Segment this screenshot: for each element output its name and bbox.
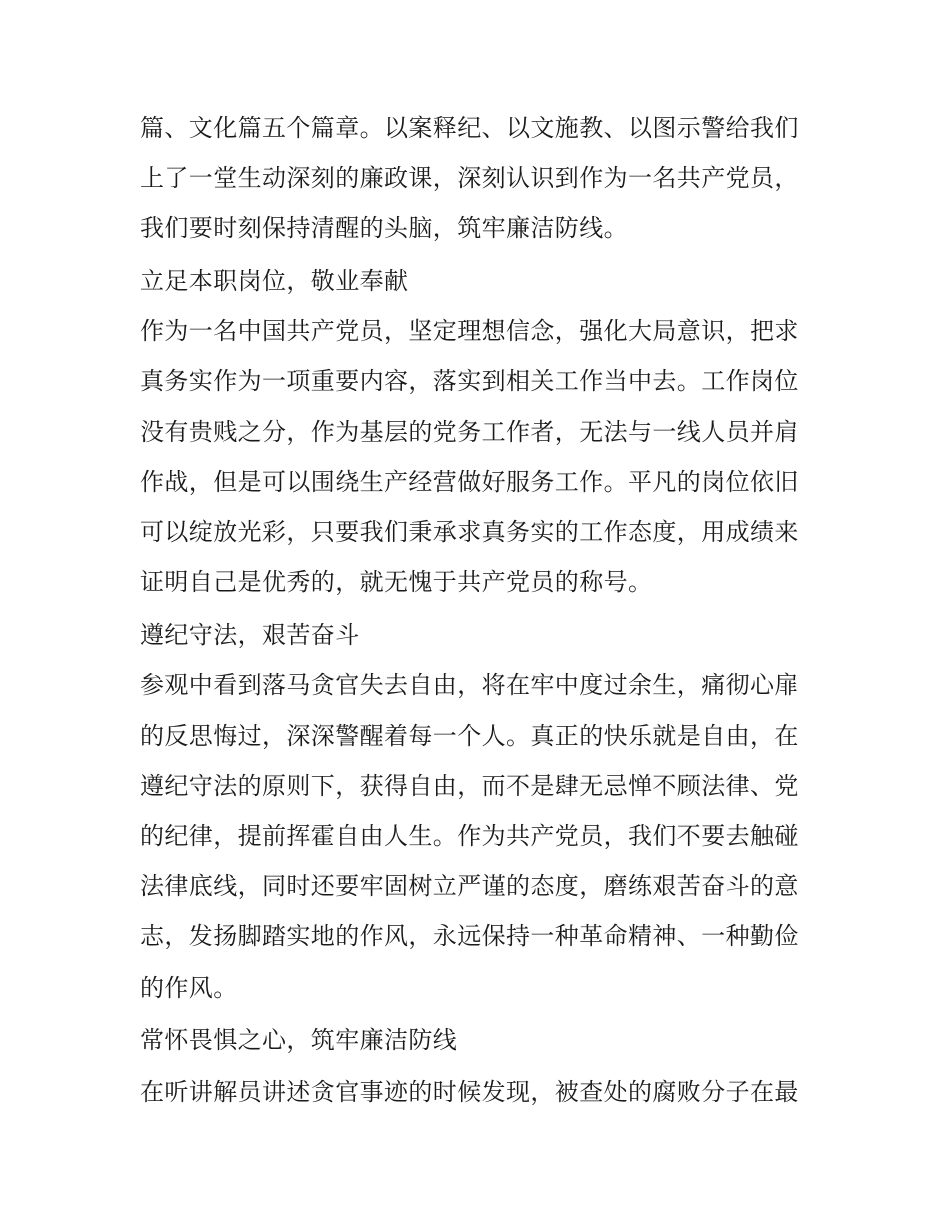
section-heading: 遵纪守法，艰苦奋斗 [140,621,360,649]
body-text-line: 我们要时刻保持清醒的头脑，筑牢廉洁防线。 [140,214,628,242]
body-text-line: 遵纪守法的原则下，获得自由，而不是肆无忌惮不顾法律、党 [140,772,799,800]
section-heading: 立足本职岗位，敬业奉献 [140,267,409,295]
body-text-line: 上了一堂生动深刻的廉政课，深刻认识到作为一名共产党员， [140,164,799,192]
body-text-line: 作为一名中国共产党员，坚定理想信念，强化大局意识，把求 [140,317,799,345]
body-text-line: 篇、文化篇五个篇章。以案释纪、以文施教、以图示警给我们 [140,114,799,142]
body-text-line: 志，发扬脚踏实地的作风，永远保持一种革命精神、一种勤俭 [140,922,799,950]
body-text-line: 的反思悔过，深深警醒着每一个人。真正的快乐就是自由，在 [140,722,799,750]
body-text-line: 的作风。 [140,974,238,1002]
body-text-line: 参观中看到落马贪官失去自由，将在牢中度过余生，痛彻心扉 [140,671,799,699]
body-text-line: 的纪律，提前挥霍自由人生。作为共产党员，我们不要去触碰 [140,822,799,850]
body-text-line: 证明自己是优秀的，就无愧于共产党员的称号。 [140,568,653,596]
body-text-line: 在听讲解员讲述贪官事迹的时候发现，被查处的腐败分子在最 [140,1078,799,1106]
body-text-line: 法律底线，同时还要牢固树立严谨的态度，磨练艰苦奋斗的意 [140,872,799,900]
section-heading: 常怀畏惧之心，筑牢廉洁防线 [140,1026,458,1054]
body-text-line: 真务实作为一项重要内容，落实到相关工作当中去。工作岗位 [140,367,799,395]
body-text-line: 可以绽放光彩，只要我们秉承求真务实的工作态度，用成绩来 [140,518,799,546]
body-text-line: 作战，但是可以围绕生产经营做好服务工作。平凡的岗位依旧 [140,468,799,496]
body-text-line: 没有贵贱之分，作为基层的党务工作者，无法与一线人员并肩 [140,418,799,446]
